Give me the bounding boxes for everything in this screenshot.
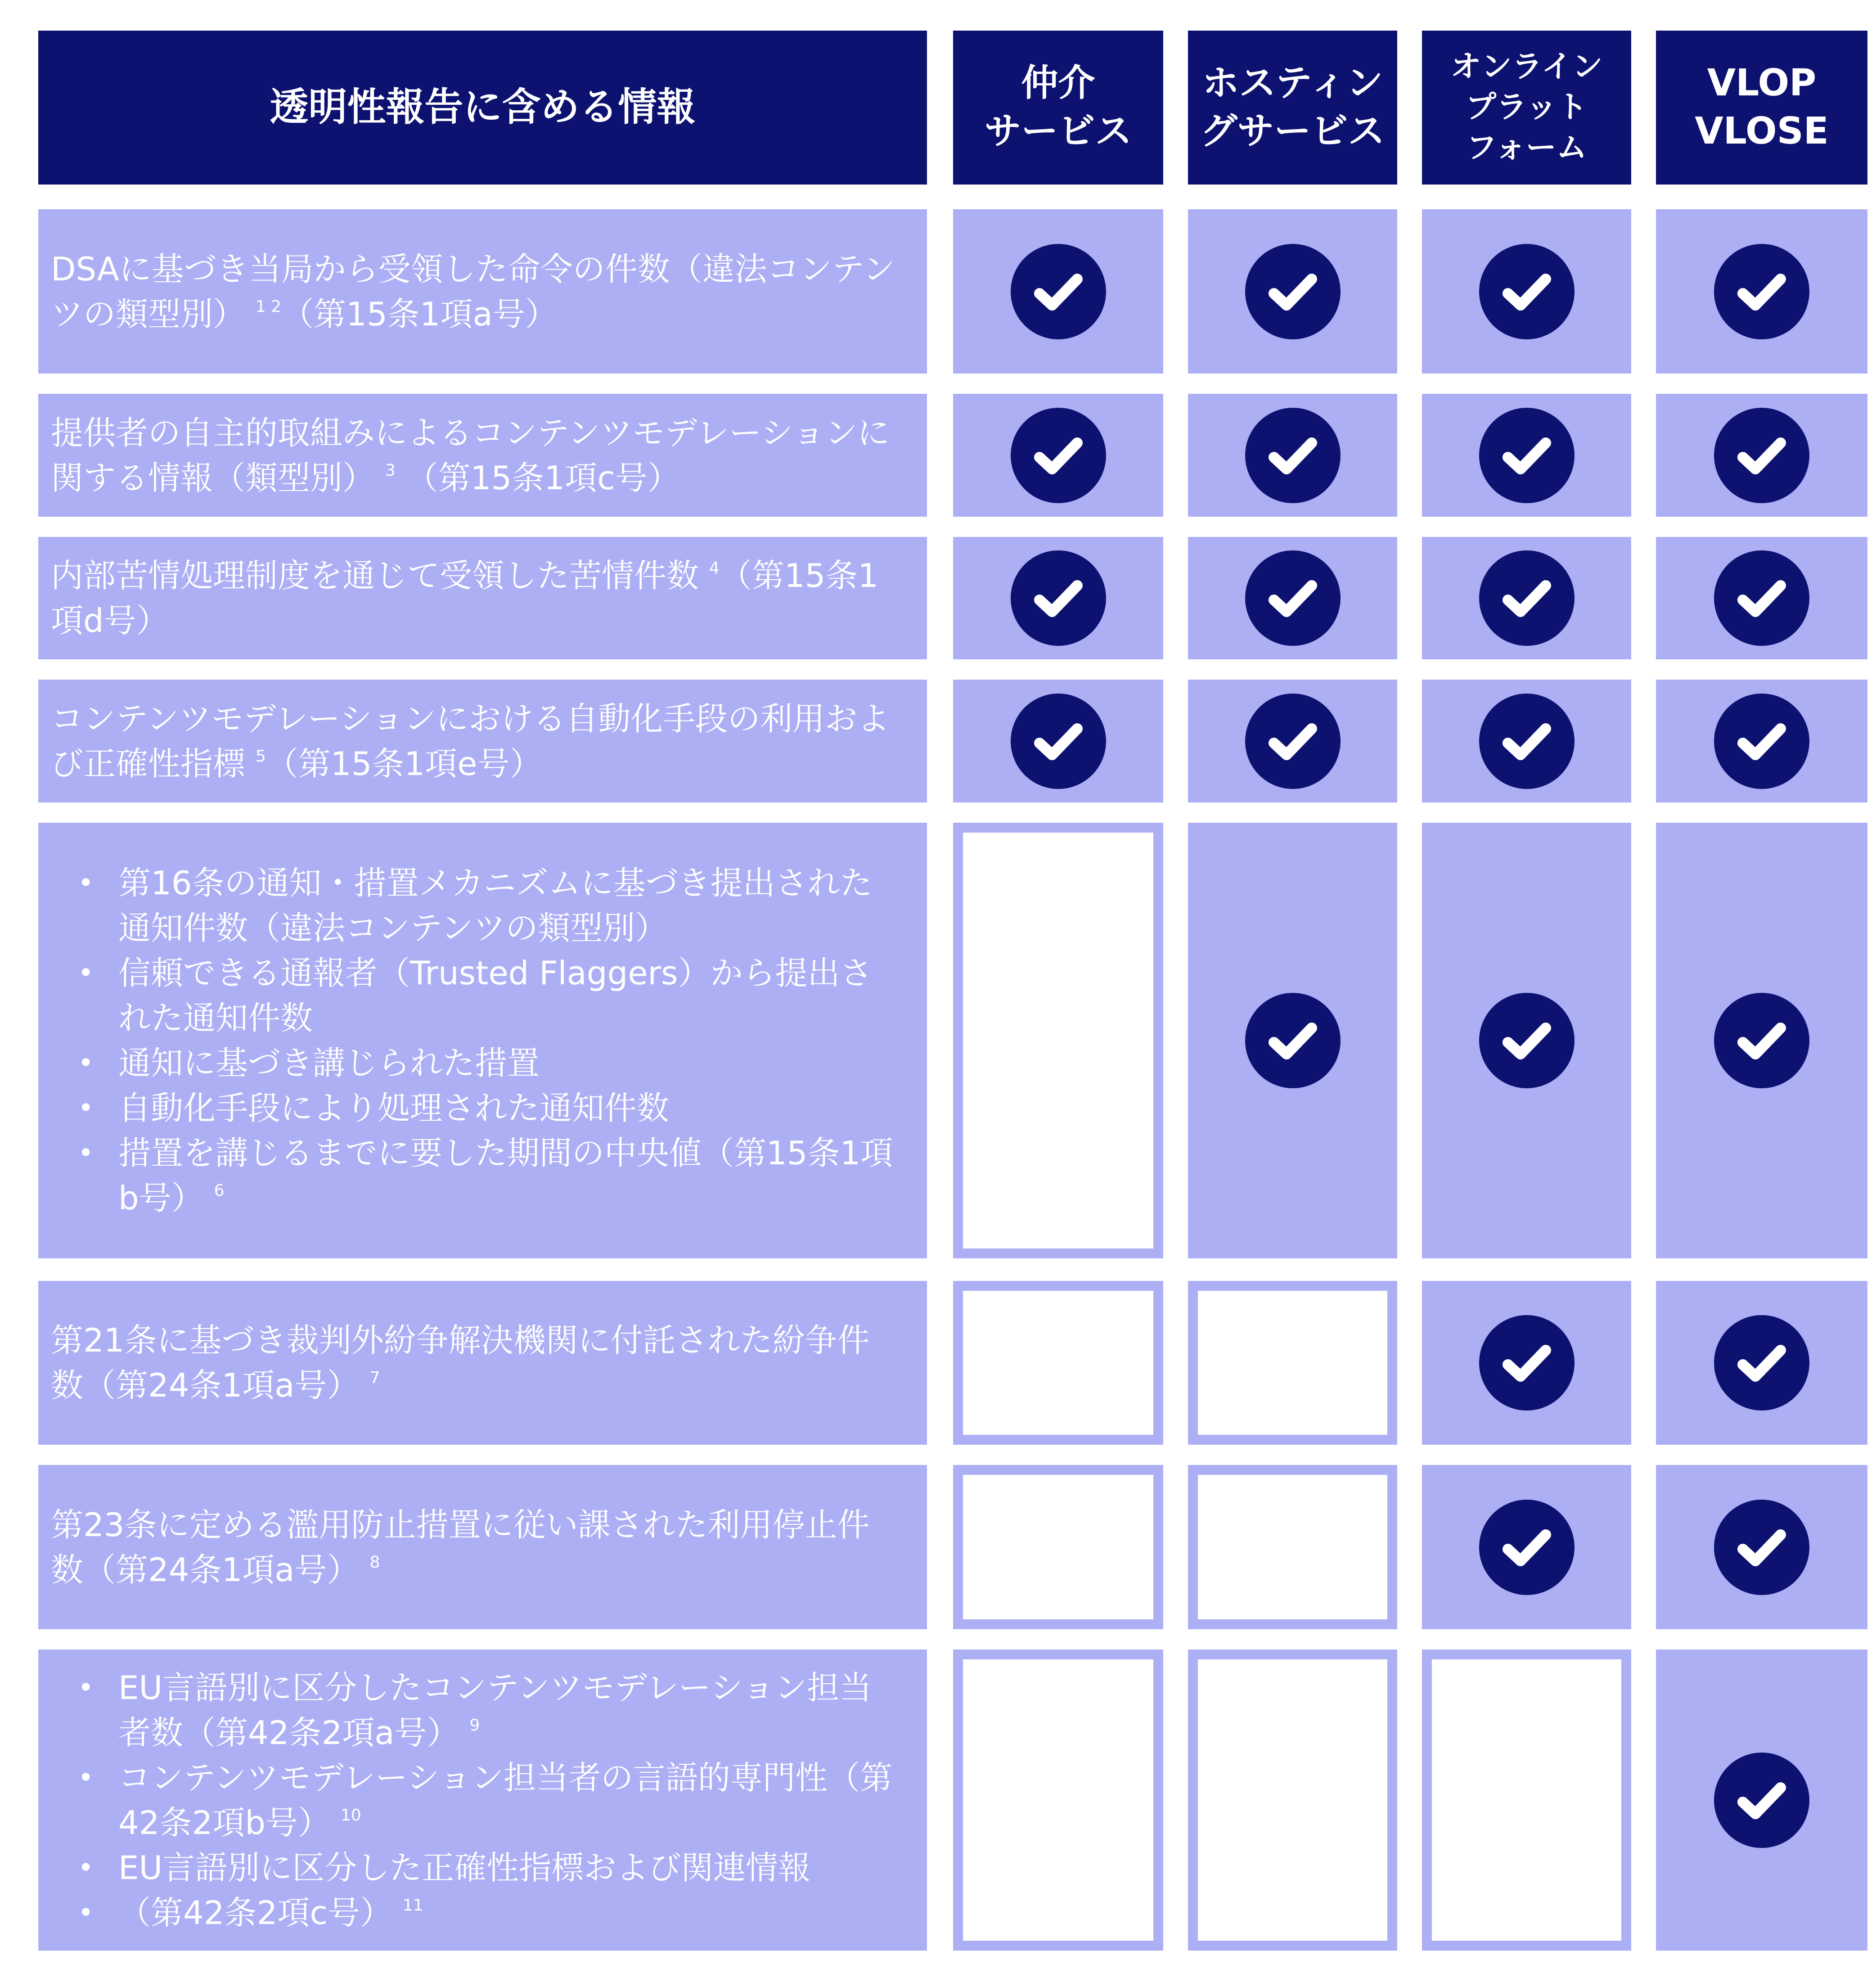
check-circle-icon [1479,550,1575,646]
footnote-ref: 10 [341,1806,361,1825]
check-circle-icon [1479,993,1575,1088]
check-circle-icon [1714,244,1809,339]
row-8-online-platform-empty [1422,1649,1631,1951]
header-main-cell [38,31,927,185]
header-col-hosting-service [1188,31,1397,185]
header-col-label: オンライン プラット フォーム [1450,49,1603,166]
check-circle-icon [1011,694,1106,789]
bullet-item [118,1890,895,1935]
bullet-text: 第16条の通知・措置メカニズムに基づき提出された通知件数（違法コンテンツの類型別） [118,864,873,947]
bullet-text: 通知に基づき講じられた措置 [118,1044,540,1082]
footnote-ref: 6 [214,1181,225,1200]
check-circle-icon [1479,244,1575,339]
bullet-list [51,861,895,1221]
row-7-label [38,1465,927,1629]
check-circle-icon [1011,244,1106,339]
row-7-online-platform-check [1422,1465,1631,1629]
row-8-vlop-vlose-check [1656,1649,1867,1951]
footnote-ref: 4 [709,559,720,577]
bullet-item [118,1086,895,1131]
bullet-text: 信頼できる通報者（Trusted Flaggers）から提出された通知件数 [118,954,873,1037]
bullet-text: EU言語別に区分したコンテンツモデレーション担当者数（第42条2項a号） [118,1668,872,1752]
bullet-text: コンテンツモデレーション担当者の言語的専門性（第42条2項b号） [118,1758,893,1842]
row-4-label [38,680,927,802]
article-ref: （第15条1項d号） [51,557,879,640]
article-ref: （第15条1項e号） [265,744,542,783]
check-circle-icon [1245,244,1341,339]
bullet-text: EU言語別に区分した正確性指標および関連情報 [118,1848,811,1887]
row-main-text: 第21条に基づき裁判外紛争解決機関に付託された紛争件数（第24条1項a号） [51,1321,870,1404]
row-1-label [38,209,927,374]
check-circle-icon [1245,550,1341,646]
row-3-hosting-service-check [1188,537,1397,659]
article-ref: （第15条1項a号） [281,295,558,333]
check-circle-icon [1714,694,1809,789]
row-6-hosting-service-empty [1188,1281,1397,1445]
row-text [51,410,895,500]
row-5-vlop-vlose-check [1656,823,1867,1258]
row-4-online-platform-check [1422,680,1631,802]
row-1-online-platform-check [1422,209,1631,374]
row-8-label [38,1649,927,1951]
row-2-hosting-service-check [1188,394,1397,517]
bullet-item [118,1665,895,1755]
bullet-text: 措置を講じるまでに要した期間の中央値（第15条1項b号） [118,1134,893,1217]
header-col-label: 仲介 サービス [984,62,1132,153]
row-4-hosting-service-check [1188,680,1397,802]
bullet-item [118,1041,895,1086]
row-3-intermediary-service-check [953,537,1163,659]
row-6-vlop-vlose-check [1656,1281,1867,1445]
footnote-ref: 5 [255,747,266,766]
check-circle-icon [1714,408,1809,503]
row-text [51,696,895,786]
row-8-hosting-service-empty [1188,1649,1397,1951]
footnote-ref: 7 [369,1369,380,1387]
check-circle-icon [1479,1500,1575,1595]
row-7-hosting-service-empty [1188,1465,1397,1629]
check-circle-icon [1714,1315,1809,1411]
row-text [51,1502,895,1592]
row-8-intermediary-service-empty [953,1649,1163,1951]
header-col-vlop-vlose [1656,31,1867,185]
row-3-label [38,537,927,659]
row-7-vlop-vlose-check [1656,1465,1867,1629]
row-6-label [38,1281,927,1445]
row-6-online-platform-check [1422,1281,1631,1445]
footnote-ref: 8 [369,1553,380,1572]
check-circle-icon [1714,993,1809,1088]
footnote-ref: 1 2 [255,297,282,316]
row-7-intermediary-service-empty [953,1465,1163,1629]
row-2-label [38,394,927,517]
footnote-ref: 11 [402,1896,423,1915]
check-circle-icon [1011,550,1106,646]
footnote-ref: 3 [385,461,396,480]
bullet-item [118,951,895,1041]
row-5-online-platform-check [1422,823,1631,1258]
bullet-text: （第42条2項c号） [118,1893,393,1932]
check-circle-icon [1245,694,1341,789]
row-main-text: 第23条に定める濫用防止措置に従い課された利用停止件数（第24条1項a号） [51,1505,870,1589]
bullet-item [118,861,895,951]
check-circle-icon [1245,993,1341,1088]
row-4-intermediary-service-check [953,680,1163,802]
check-circle-icon [1479,1315,1575,1411]
row-1-intermediary-service-check [953,209,1163,374]
check-circle-icon [1245,408,1341,503]
row-main-text: コンテンツモデレーションにおける自動化手段の利用および正確性指標 [51,699,890,783]
row-5-intermediary-service-empty [953,823,1163,1258]
row-text [51,247,895,337]
check-circle-icon [1011,408,1106,503]
bullet-item [118,1845,895,1890]
header-col-label: ホスティン グサービス [1200,62,1385,153]
row-5-label [38,823,927,1258]
bullet-item [118,1755,895,1845]
check-circle-icon [1714,1753,1809,1848]
row-main-text: DSAに基づき当局から受領した命令の件数（違法コンテンツの類型別） [51,250,895,333]
article-ref: （第15条1項c号） [395,459,680,497]
bullet-text: 自動化手段により処理された通知件数 [118,1089,670,1127]
row-3-vlop-vlose-check [1656,537,1867,659]
check-circle-icon [1714,1500,1809,1595]
check-circle-icon [1714,550,1809,646]
row-2-online-platform-check [1422,394,1631,517]
header-col-intermediary-service [953,31,1163,185]
row-text [51,553,895,643]
header-main-title: 透明性報告に含める情報 [270,85,696,130]
footnote-ref: 9 [469,1716,480,1735]
header-col-online-platform [1422,31,1631,185]
row-6-intermediary-service-empty [953,1281,1163,1445]
bullet-list [51,1665,895,1935]
header-col-label: VLOP VLOSE [1695,62,1829,153]
check-circle-icon [1479,408,1575,503]
row-2-vlop-vlose-check [1656,394,1867,517]
check-circle-icon [1479,694,1575,789]
row-1-hosting-service-check [1188,209,1397,374]
row-4-vlop-vlose-check [1656,680,1867,802]
row-5-hosting-service-check [1188,823,1397,1258]
row-text [51,1318,895,1408]
row-3-online-platform-check [1422,537,1631,659]
row-2-intermediary-service-check [953,394,1163,517]
row-main-text: 内部苦情処理制度を通じて受領した苦情件数 [51,557,699,595]
bullet-item [118,1131,895,1221]
row-main-text: 提供者の自主的取組みによるコンテンツモデレーションに関する情報（類型別） [51,414,890,497]
row-1-vlop-vlose-check [1656,209,1867,374]
